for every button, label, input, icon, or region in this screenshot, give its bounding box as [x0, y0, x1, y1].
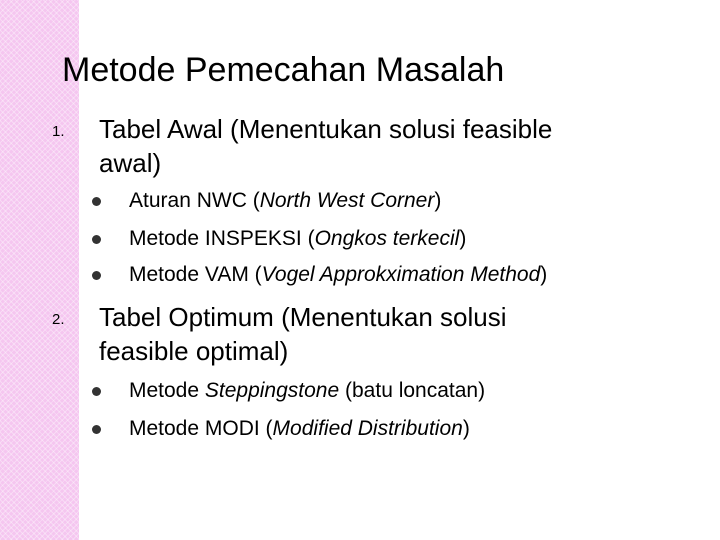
item-heading [99, 112, 659, 180]
list-item [0, 222, 720, 256]
item-number: 2. [52, 311, 65, 328]
bullet-icon [92, 271, 101, 280]
bullet-icon [92, 235, 101, 244]
list-item [0, 258, 720, 292]
bullet-text: Aturan NWC (North West Corner) [129, 189, 442, 212]
bullet-icon [92, 387, 101, 396]
slide-title: Metode Pemecahan Masalah [62, 51, 505, 89]
bullet-text: Metode Steppingstone (batu loncatan) [129, 379, 486, 402]
item-heading-line: awal) [99, 148, 162, 178]
item-heading-line: Tabel Awal (Menentukan solusi feasible [99, 114, 553, 144]
bullet-icon [92, 425, 101, 434]
item-number: 1. [52, 123, 65, 140]
bullet-text: Metode VAM (Vogel Approkximation Method) [129, 263, 548, 286]
bullet-text: Metode MODI (Modified Distribution) [129, 417, 470, 440]
item-heading-line: Tabel Optimum (Menentukan solusi [99, 302, 507, 332]
bullet-text: Metode INSPEKSI (Ongkos terkecil) [129, 227, 467, 250]
list-item [0, 412, 720, 446]
list-item [0, 374, 720, 408]
item-heading [99, 300, 659, 368]
item-heading-line: feasible optimal) [99, 336, 289, 366]
bullet-icon [92, 197, 101, 206]
list-item [0, 184, 720, 218]
